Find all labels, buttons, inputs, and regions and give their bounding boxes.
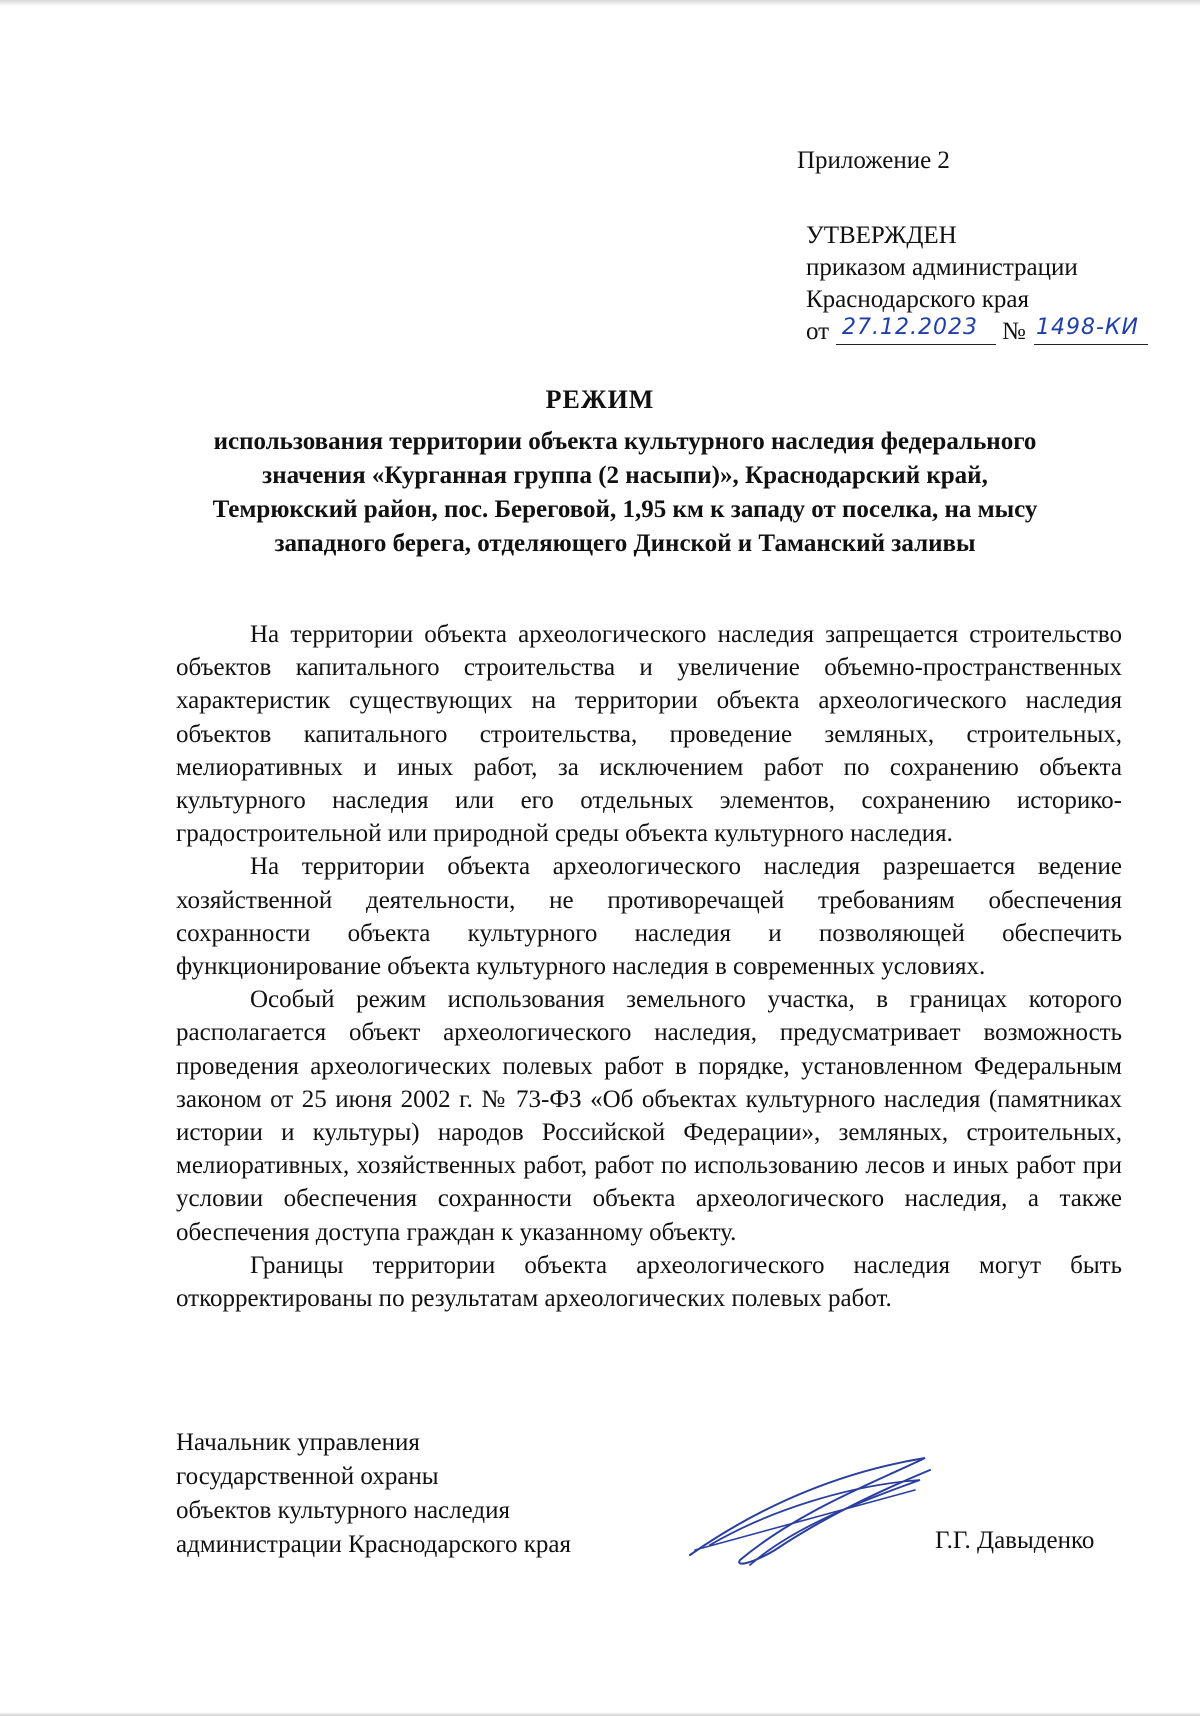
approval-block [806, 220, 1166, 348]
document-subtitle [150, 425, 1100, 561]
subtitle-line: использования территории объекта культурного наследия федерального [213, 428, 1037, 455]
signatory-title-line: объектов культурного наследия [176, 1497, 510, 1524]
approved-label: УТВЕРЖДЕН [806, 222, 957, 249]
order-date-line [806, 316, 1166, 348]
scan-edge-bottom [0, 1712, 1200, 1716]
body-paragraph: На территории объекта археологического наследия разрешается ведение хозяйственной деятельности, не противоречащей требованиям обеспечения сохранности объекта культурного наследия и позволяющей обеспечить функционирование объекта культурного наследия в современных условиях. [176, 853, 1122, 981]
subtitle-line: Темрюкский район, пос. Береговой, 1,95 км к западу от поселка, на мысу [212, 496, 1038, 523]
body-paragraph: Границы территории объекта археологического наследия могут быть откорректированы по результатам археологических полевых работ. [176, 1251, 1122, 1313]
signatory-title [176, 1426, 571, 1562]
document-title: РЕЖИМ [545, 385, 655, 414]
approved-by-line-2: Краснодарского края [806, 286, 1029, 313]
scan-edge-top [0, 0, 1200, 6]
appendix-label: Приложение 2 [797, 147, 950, 174]
number-prefix: № [1002, 318, 1026, 345]
date-underline [836, 344, 996, 345]
handwritten-date: 27.12.2023 [842, 315, 978, 340]
date-prefix: от [806, 318, 830, 345]
signatory-title-line: Начальник управления [176, 1429, 420, 1456]
number-underline [1034, 344, 1148, 345]
subtitle-line: значения «Курганная группа (2 насыпи)», Краснодарский край, [262, 462, 988, 489]
signatory-name: Г.Г. Давыденко [935, 1527, 1095, 1554]
body-paragraph: На территории объекта археологического наследия запрещается строительство объектов капитального строительства и увеличение объемно-пространственных характеристик существующих на территории объекта археологического наследия объектов капитального строительства, проведение земляных, строительных, мелиоративных и иных работ, за исключением работ по сохранению объекта культурного наследия или его отдельных элементов, сохранению историко-градостроительной или природной среды объекта культурного наследия. [176, 621, 1122, 848]
approved-by-line-1: приказом администрации [806, 254, 1078, 281]
handwritten-signature [680, 1450, 940, 1580]
body-paragraph: Особый режим использования земельного участка, в границах которого располагается объект археологического наследия, предусматривает возможность проведения археологических полевых работ в порядке, установленном Федеральным законом от 25 июня 2002 г. № 73-ФЗ «Об объектах культурного наследия (памятниках истории и культуры) народов Российской Федерации», земляных, строительных, мелиоративных, хозяйственных работ, работ по использованию лесов и иных работ при условии обеспечения сохранности объекта археологического наследия, а также обеспечения доступа граждан к указанному объекту. [176, 986, 1122, 1246]
subtitle-line: западного берега, отделяющего Динской и Таманский заливы [274, 530, 976, 557]
signatory-title-line: администрации Краснодарского края [176, 1531, 572, 1558]
document-body [176, 618, 1122, 1315]
signatory-title-line: государственной охраны [176, 1463, 439, 1490]
handwritten-number: 1498-КИ [1036, 315, 1140, 340]
